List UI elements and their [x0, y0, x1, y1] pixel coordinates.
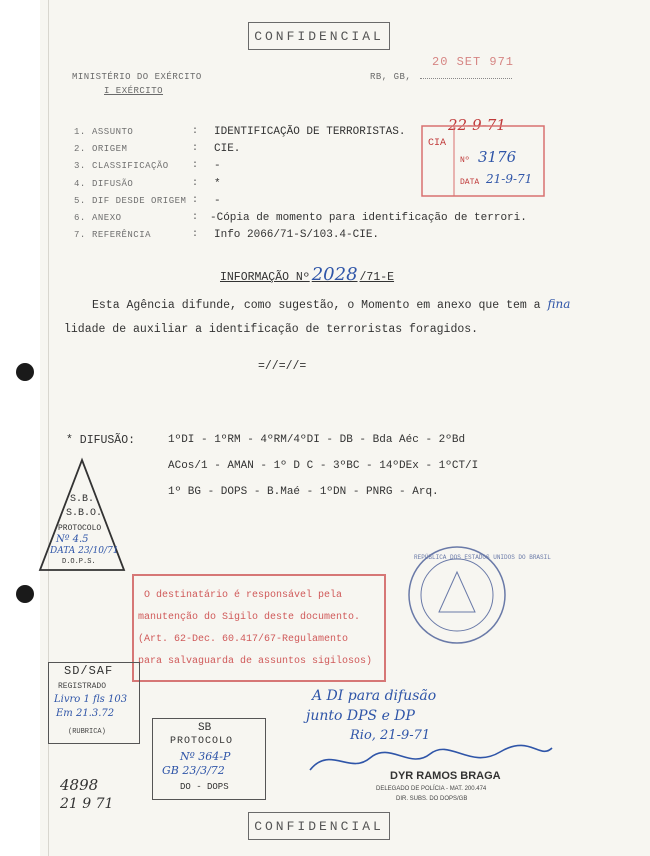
sb-protocolo-label: PROTOCOLO	[170, 736, 234, 747]
field-colon: :	[192, 212, 199, 223]
punch-hole	[16, 585, 34, 603]
sd-saf-registered: REGISTRADO	[58, 682, 107, 691]
handwritten-date-bottom: 21 9 71	[60, 796, 114, 812]
sbo-line-2: S.B.O.	[66, 508, 103, 519]
info-number-line: INFORMAÇÃO Nº 2028 /71-E	[220, 264, 395, 285]
signature-title: DELEGADO DE POLÍCIA - MAT. 200.474	[376, 786, 487, 792]
difusao-row-1: 1ºDI - 1ºRM - 4ºRM/4ºDI - DB - Bda Aéc - 2ºBd	[168, 434, 466, 446]
reference-place: RB, GB,	[370, 72, 412, 82]
field-value-anexo: -Cópia de momento para identificação de terrori.	[210, 212, 527, 224]
field-colon: :	[192, 178, 199, 189]
army-line: I EXÉRCITO	[104, 86, 164, 96]
handwritten-note-line-2: junto DPS e DP	[306, 708, 415, 724]
field-colon: :	[192, 160, 199, 171]
field-colon: :	[192, 126, 199, 137]
divider: =//=//=	[258, 360, 307, 373]
reference-line	[420, 78, 512, 79]
body-line-1: Esta Agência difunde, como sugestão, o Momento em anexo que tem a fina	[92, 297, 571, 312]
handwritten-note-line-3: Rio, 21-9-71	[350, 728, 431, 743]
field-value-referencia: Info 2066/71-S/103.4-CIE.	[214, 229, 380, 241]
info-number-handwritten: 2028	[311, 264, 358, 285]
field-label-dif-origem: 5. DIF DESDE ORIGEM	[74, 196, 187, 206]
field-colon: :	[192, 143, 199, 154]
date-stamp: 20 SET 971	[432, 55, 515, 69]
notice-line-3: (Art. 62-Dec. 60.417/67-Regulamento	[138, 634, 349, 645]
difusao-row-2: ACos/1 - AMAN - 1º D C - 3ºBC - 14ºDEx - 1ºCT/I	[168, 460, 479, 472]
field-label-assunto: 1. ASSUNTO	[74, 127, 134, 137]
field-label-difusao: 4. DIFUSÃO	[74, 179, 134, 189]
handwritten-number-bottom: 4898	[60, 776, 99, 794]
sb-protocolo-title: SB	[198, 722, 212, 734]
notice-line-2: manutenção do Sigilo deste documento.	[138, 612, 361, 623]
field-value-origem: CIE.	[214, 143, 241, 155]
sbo-date: DATA 23/10/71	[50, 546, 119, 556]
field-value-assunto: IDENTIFICAÇÃO DE TERRORISTAS.	[214, 126, 406, 138]
field-label-classificacao: 3. CLASSIFICAÇÃO	[74, 161, 169, 171]
sbo-line-1: S.B.	[70, 494, 95, 505]
sb-protocolo-number: Nº 364-P	[180, 750, 231, 763]
handwritten-date-top: 22-9-71	[448, 116, 506, 134]
field-colon: :	[192, 229, 199, 240]
body-handwritten-word: fina	[547, 297, 571, 311]
classification-footer: CONFIDENCIAL	[248, 812, 390, 840]
field-label-origem: 2. ORIGEM	[74, 144, 128, 154]
signature-dept: DIR. SUBS. DO DOPS/GB	[396, 796, 468, 802]
field-value-difusao: *	[214, 178, 221, 190]
field-value-classificacao: -	[214, 160, 221, 172]
cia-data-label: DATA	[460, 178, 480, 187]
field-label-referencia: 7. REFERÊNCIA	[74, 230, 152, 240]
sd-saf-date: Em 21.3.72	[56, 708, 115, 719]
cia-register-number: 3176	[478, 148, 517, 166]
field-label-anexo: 6. ANEXO	[74, 213, 122, 223]
body-line-2: lidade de auxiliar a identificação de terroristas foragidos.	[64, 323, 479, 336]
punch-hole	[16, 363, 34, 381]
sbo-number: Nº 4.5	[56, 534, 89, 545]
sd-saf-title: SD/SAF	[64, 664, 114, 678]
cia-no-label: Nº	[460, 156, 470, 165]
cia-register-date: 21-9-71	[486, 172, 533, 186]
classification-header: CONFIDENCIAL	[248, 22, 390, 50]
difusao-row-3: 1º BG - DOPS - B.Maé - 1ºDN - PNRG - Arq.	[168, 486, 439, 498]
sd-saf-rubrica: (RUBRICA)	[68, 728, 106, 736]
ministry-line: MINISTÉRIO DO EXÉRCITO	[72, 72, 202, 82]
sb-protocolo-dept: DO - DOPS	[180, 782, 229, 792]
seal-text: REPÚBLICA DOS ESTADOS UNIDOS DO BRASIL	[414, 554, 551, 561]
difusao-label: * DIFUSÃO:	[66, 434, 136, 447]
sb-protocolo-date: GB 23/3/72	[162, 764, 225, 777]
field-value-dif-origem: -	[214, 195, 221, 207]
sbo-line-3: PROTOCOLO	[58, 524, 102, 533]
sd-saf-book: Livro 1 fls 103	[54, 694, 128, 705]
sbo-line-6: D.O.P.S.	[62, 558, 96, 566]
signature-name: DYR RAMOS BRAGA	[390, 770, 501, 782]
notice-line-4: para salvaguarda de assuntos sigilosos)	[138, 656, 373, 667]
cia-label: CIA	[428, 138, 447, 149]
field-colon: :	[192, 195, 199, 206]
notice-line-1: O destinatário é responsável pela	[144, 590, 343, 601]
handwritten-note-line-1: A DI para difusão	[312, 688, 437, 704]
